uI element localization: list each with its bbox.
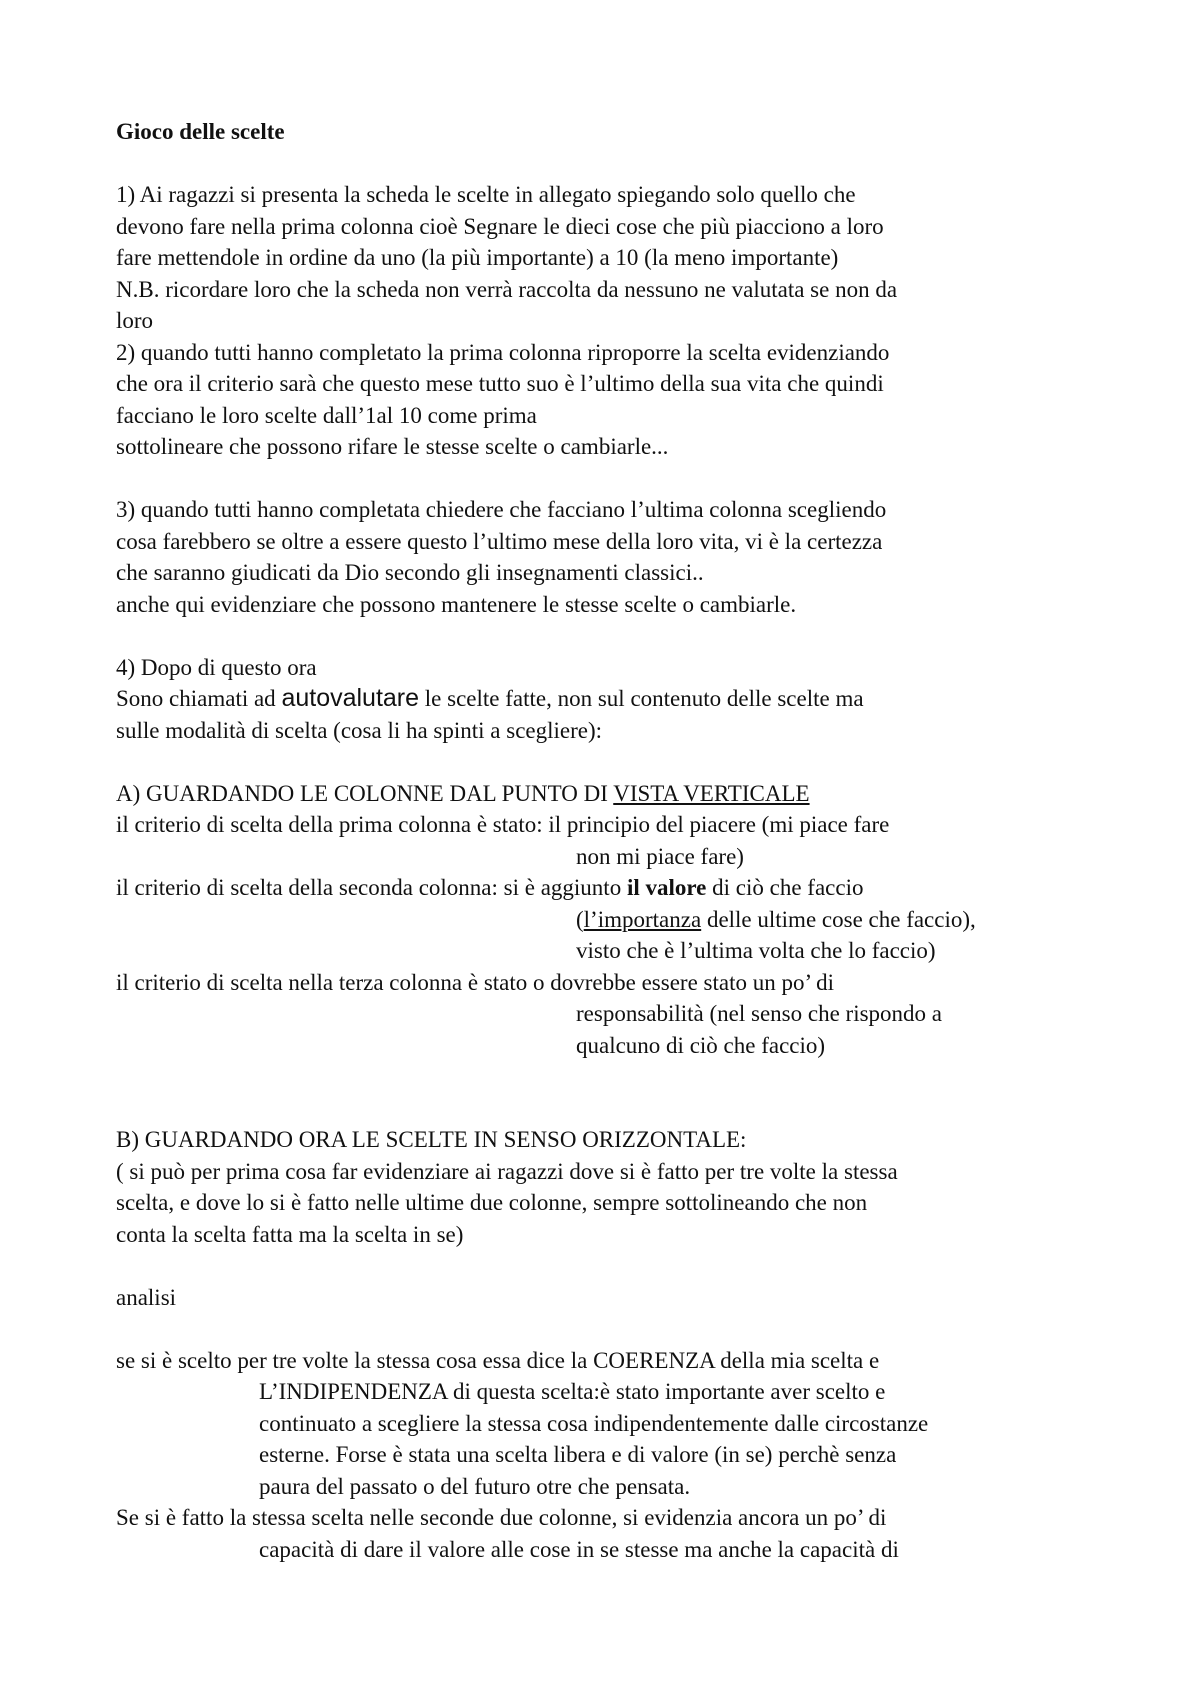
- text-line: 3) quando tutti hanno completata chiedere che facciano l’ultima colonna scegliendo: [116, 497, 887, 522]
- text-line: capacità di dare il valore alle cose in se stesse ma anche la capacità di: [259, 1536, 899, 1562]
- text-line: visto che è l’ultima volta che lo faccio): [576, 938, 936, 963]
- text-span: di ciò che faccio: [706, 875, 864, 900]
- text-line: anche qui evidenziare che possono mantenere le stesse scelte o cambiarle.: [116, 591, 797, 617]
- text-line: se si è scelto per tre volte la stessa cosa essa dice la COERENZA della mia scelta e: [116, 1347, 880, 1373]
- text-line: continuato a scegliere la stessa cosa indipendentemente dalle circostanze: [259, 1410, 929, 1436]
- text-line: esterne. Forse è stata una scelta libera e di valore (in se) perchè senza: [259, 1442, 897, 1467]
- section-a: [116, 778, 1116, 1062]
- text-line: 2) quando tutti hanno completato la prima colonna riproporre la scelta evidenziando: [116, 339, 890, 365]
- text-line: non mi piace fare): [576, 843, 744, 869]
- text-line: 1) Ai ragazzi si presenta la scheda le scelte in allegato spiegando solo quello che: [116, 182, 856, 207]
- text-line: 4) Dopo di questo ora: [116, 654, 317, 680]
- analisi-paragraph-1: [116, 1345, 1116, 1503]
- step-4-paragraph: [116, 652, 1116, 747]
- text-line: responsabilità (nel senso che rispondo a: [576, 1001, 942, 1026]
- analisi-label: analisi: [116, 1284, 177, 1310]
- text-line: sottolineare che possono rifare le stesse scelte o cambiarle...: [116, 434, 669, 459]
- text-line: cosa farebbero se oltre a essere questo l’ultimo mese della loro vita, vi è la certezza: [116, 528, 883, 554]
- text-span: (: [576, 906, 584, 932]
- text-span: le scelte fatte, non sul contenuto delle scelte ma: [419, 686, 864, 711]
- text-line: N.B. ricordare loro che la scheda non verrà raccolta da nessuno ne valutata se non da: [116, 276, 898, 302]
- document-page: [116, 116, 1116, 1565]
- document-title: Gioco delle scelte: [116, 119, 285, 144]
- text-span: delle ultime cose che faccio),: [701, 906, 976, 932]
- analisi-paragraph-2: [116, 1502, 1116, 1565]
- text-line: conta la scelta fatta ma la scelta in se): [116, 1221, 464, 1247]
- text-line: scelta, e dove lo si è fatto nelle ultime due colonne, sempre sottolineando che non: [116, 1190, 868, 1215]
- text-line: sulle modalità di scelta (cosa li ha spinti a scegliere):: [116, 717, 603, 743]
- text-line: il criterio di scelta nella terza colonna è stato o dovrebbe essere stato un po’ di: [116, 969, 835, 995]
- text-line: [116, 872, 1116, 904]
- text-span: Sono chiamati ad: [116, 686, 282, 711]
- step-3-paragraph: [116, 494, 1116, 620]
- text-line: Se si è fatto la stessa scelta nelle seconde due colonne, si evidenzia ancora un po’ di: [116, 1505, 887, 1530]
- text-line: fare mettendole in ordine da uno (la più importante) a 10 (la meno importante): [116, 245, 839, 270]
- step-1-paragraph: [116, 179, 1116, 337]
- text-line: facciano le loro scelte dall’1al 10 come prima: [116, 402, 537, 428]
- bold-text: il valore: [626, 875, 707, 900]
- text-line: [116, 904, 1116, 936]
- text-line: il criterio di scelta della prima colonna è stato: il principio del piacere (mi piace fare: [116, 812, 890, 837]
- text-line: che ora il criterio sarà che questo mese tutto suo è l’ultimo della sua vita che quindi: [116, 371, 884, 396]
- text-span: il criterio di scelta della seconda colonna: si è aggiunto: [116, 875, 627, 900]
- section-b: [116, 1124, 1116, 1250]
- text-line: L’INDIPENDENZA di questa scelta:è stato importante aver scelto e: [259, 1379, 886, 1404]
- underlined-text: l’importanza: [583, 906, 702, 932]
- underlined-text: VISTA VERTICALE: [613, 780, 810, 806]
- section-b-heading: B) GUARDANDO ORA LE SCELTE IN SENSO ORIZZONTALE:: [116, 1127, 747, 1152]
- text-line: loro: [116, 308, 154, 333]
- text-line: qualcuno di ciò che faccio): [576, 1032, 826, 1058]
- section-a-heading: [116, 778, 1116, 810]
- text-line: devono fare nella prima colonna cioè Segnare le dieci cose che più piacciono a loro: [116, 213, 884, 239]
- autovalutare-word: autovalutare: [281, 684, 420, 712]
- text-line: [116, 683, 1116, 715]
- text-span: A) GUARDANDO LE COLONNE DAL PUNTO DI: [116, 780, 614, 806]
- text-line: ( si può per prima cosa far evidenziare ai ragazzi dove si è fatto per tre volte la stessa: [116, 1158, 898, 1184]
- text-line: che saranno giudicati da Dio secondo gli insegnamenti classici..: [116, 560, 704, 585]
- step-2-paragraph: [116, 337, 1116, 463]
- text-line: paura del passato o del futuro otre che pensata.: [259, 1473, 691, 1499]
